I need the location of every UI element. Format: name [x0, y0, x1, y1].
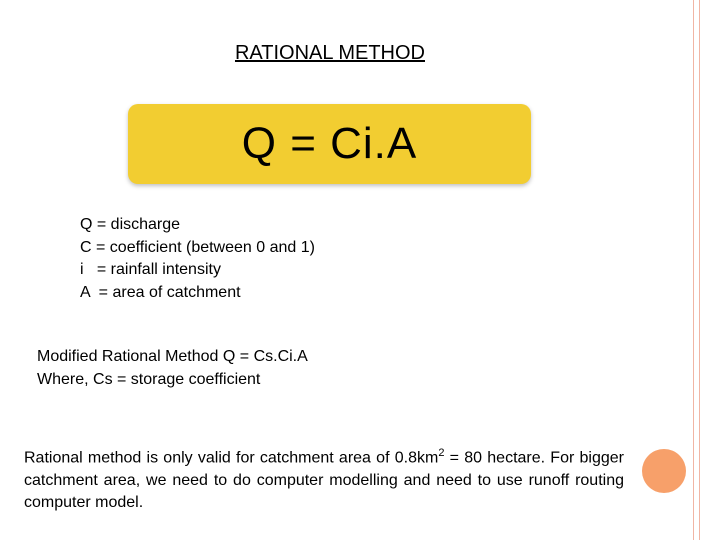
note-text-part1: Rational method is only valid for catchment area of 0.8km — [24, 449, 439, 467]
definition-item: C = coefficient (between 0 and 1) — [80, 238, 315, 256]
definition-item: A = area of catchment — [80, 283, 241, 301]
storage-coefficient-definition: Where, Cs = storage coefficient — [37, 370, 261, 388]
border-line-left — [693, 0, 694, 540]
definition-item: i = rainfall intensity — [80, 261, 221, 278]
note-text-part2: = 80 hectare. For bigger catchment area, we need to do computer modelling and need to use runoff routing computer model. — [24, 449, 625, 512]
modified-method — [37, 346, 308, 391]
formula-box — [128, 104, 531, 184]
modified-formula: Modified Rational Method Q = Cs.Ci.A — [37, 348, 308, 365]
validity-note — [24, 442, 624, 515]
decorative-circle — [642, 449, 686, 493]
definitions-list — [80, 214, 315, 304]
slide-title: RATIONAL METHOD — [234, 42, 425, 64]
border-line-right — [699, 0, 700, 540]
definition-item: Q = discharge — [80, 216, 181, 233]
note-superscript: 2 — [438, 447, 445, 459]
formula-text: Q = Ci.A — [241, 119, 418, 168]
